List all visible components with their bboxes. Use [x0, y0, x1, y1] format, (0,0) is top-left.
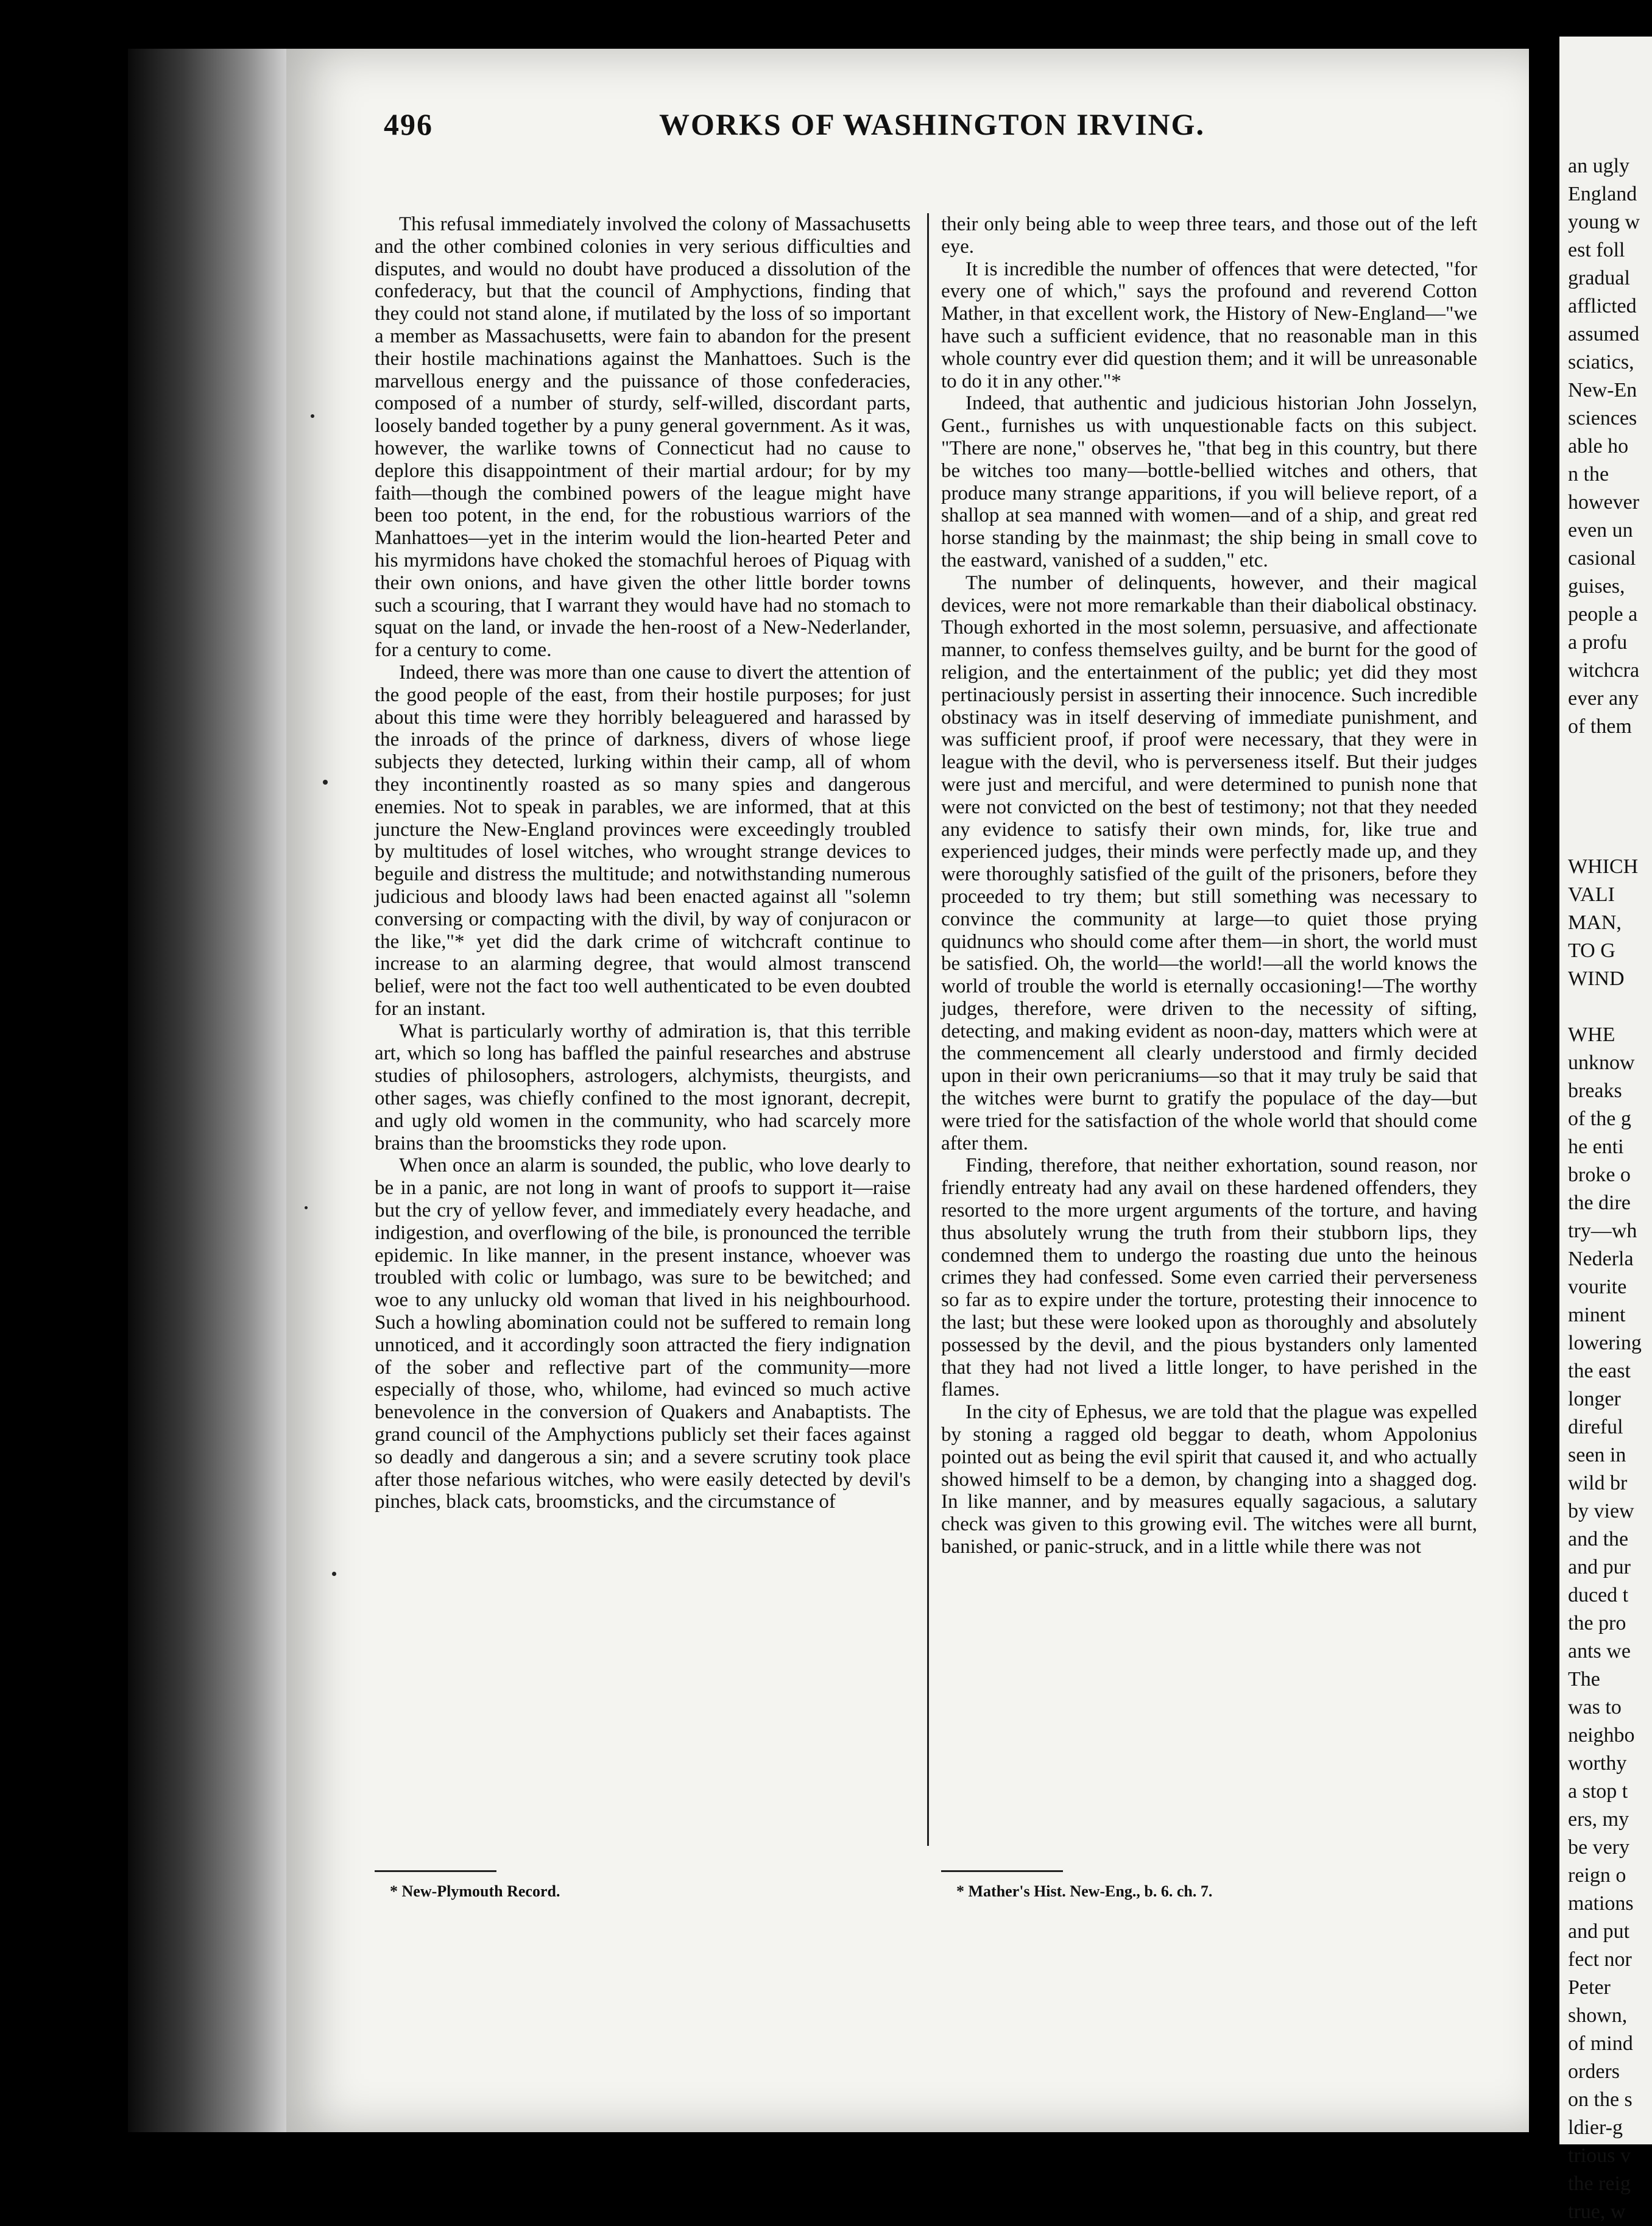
adjacent-page-line: on the s — [1568, 2088, 1633, 2111]
ink-speck — [332, 1572, 336, 1576]
footnote-rule-left — [375, 1870, 496, 1872]
adjacent-page-line: ever any — [1568, 687, 1639, 710]
adjacent-page-line: minent — [1568, 1304, 1626, 1326]
adjacent-page-line — [1559, 797, 1652, 825]
ink-speck — [323, 780, 328, 785]
running-title: WORKS OF WASHINGTON IRVING. — [659, 107, 1205, 141]
footnote-rule-right — [941, 1870, 1063, 1872]
adjacent-page-line: Nederla — [1568, 1248, 1634, 1270]
adjacent-page-line: casional — [1568, 547, 1636, 570]
adjacent-page-line: WHICH — [1568, 855, 1639, 878]
right-column — [941, 213, 1477, 1558]
adjacent-page-line: WHE — [1568, 1023, 1615, 1046]
adjacent-page-line: a stop t — [1568, 1780, 1628, 1803]
adjacent-page-line: was to — [1568, 1696, 1622, 1719]
paragraph: What is particularly worthy of admiration is, that this terrible art, which so long has baffled the painful researches and abstruse studies of philosophers, astrologers, alchymists, theurgists, and other sages, was chiefly confined to the most ignorant, decrepit, and ugly old women in the community, who had scarcely more brains than the broomsticks they rode upon. — [375, 1020, 911, 1154]
adjacent-page-line: TO G — [1568, 939, 1615, 962]
paragraph: This refusal immediately involved the colony of Massachusetts and the other combined colonies in very serious difficulties and disputes, and would no doubt have produced a dissolution of the confederacy, but that the council of Amphyctions, finding that they could not stand alone, if mutilated by the loss of so important a member as Massachusetts, were fain to abandon for the present their hostile machinations against the Manhattoes. Such is the marvellous energy and the puissance of those confederacies, composed of a number of sturdy, self-willed, discordant parts, loosely banded together by a puny general government. As it was, however, the warlike towns of Connecticut had no cause to deplore this disappointment of their martial ardour; for by my faith—though the combined powers of the league might have been too potent, in the end, for the robustious warriors of the Manhattoes—yet in the interim would the lion-hearted Peter and his myrmidons have choked the stomachful heroes of Piquag with their own onions, and have given the other little border towns such a scouring, that I warrant they would have had no stomach to squat on the land, or invade the hen-roost of a New-Nederlander, for a century to come. — [375, 213, 911, 662]
column-divider — [927, 213, 929, 1846]
adjacent-page-edge — [1559, 37, 1652, 2223]
adjacent-page-line: he enti — [1568, 1136, 1624, 1158]
page-number: 496 — [384, 107, 433, 141]
adjacent-page-line: afflicted — [1568, 295, 1637, 317]
paragraph: Indeed, there was more than one cause to divert the attention of the good people of the east, from their hostile purposes; for just about this time were they horribly beleaguered and harassed by the inroads of the prince of darkness, divers of whose liege subjects they detected, lurking within their camp, all of whom they incontinently roasted as so many spies and dangerous enemies. Not to speak in parables, we are informed, that at this juncture the New-England provinces were exceedingly troubled by multitudes of losel witches, who wrought strange devices to beguile and distress the multitude; and notwithstanding numerous judicious and bloody laws had been enacted against all "solemn conversing or compacting with the divil, by way of conjuracon or the like,"* yet did the dark crime of witchcraft continue to increase to an alarming degree, that would almost transcend belief, were not the fact too well authenticated to be even doubted for an instant. — [375, 661, 911, 1020]
adjacent-page-line: England — [1568, 183, 1637, 205]
ink-speck — [311, 414, 314, 418]
adjacent-page-line: true, w — [1568, 2200, 1626, 2223]
adjacent-page-line: able ho — [1568, 435, 1629, 458]
adjacent-page-line: and put — [1568, 1920, 1630, 1943]
ink-speck — [305, 1206, 308, 1209]
adjacent-page-line: the pro — [1568, 1612, 1626, 1634]
adjacent-page-line: ldier-g — [1568, 2116, 1623, 2139]
footnote-right: * Mather's Hist. New-Eng., b. 6. ch. 7. — [956, 1882, 1213, 1900]
adjacent-page-line: witchcra — [1568, 659, 1640, 682]
adjacent-page-line: gradual — [1568, 267, 1630, 289]
adjacent-page-line: of the g — [1568, 1108, 1631, 1130]
adjacent-page-line: seen in — [1568, 1444, 1626, 1466]
adjacent-page-line: est foll — [1568, 239, 1625, 261]
adjacent-page-line: shown, — [1568, 2004, 1628, 2027]
adjacent-page-line: duced t — [1568, 1584, 1629, 1606]
adjacent-page-line: try—wh — [1568, 1220, 1637, 1242]
adjacent-page-line: be very — [1568, 1836, 1630, 1859]
adjacent-page-line: WIND — [1568, 967, 1625, 990]
adjacent-page-line: neighbo — [1568, 1724, 1635, 1747]
adjacent-page-line: wild br — [1568, 1472, 1628, 1494]
adjacent-page-line: broke o — [1568, 1164, 1631, 1186]
adjacent-page-line: trious v — [1568, 2144, 1631, 2167]
adjacent-page-line: breaks — [1568, 1079, 1622, 1102]
adjacent-page-line: The — [1568, 1668, 1600, 1691]
adjacent-page-line — [1559, 769, 1652, 797]
paragraph: When once an alarm is sounded, the public, who love dearly to be in a panic, are not long in want of proofs to support it—raise but the cry of yellow fever, and immediately every headache, and indigestion, and overflowing of the bile, is pronounced the terrible epidemic. In like manner, in the present instance, whoever was troubled with colic or lumbago, was sure to be bewitched; and woe to any unlucky old woman that lived in his neighbourhood. Such a howling abomination could not be suffered to remain long unnoticed, and it accordingly soon attracted the fiery indignation of the sober and reflective part of the community—more especially of those, who, whilome, had evinced so much active benevolence in the conversion of Quakers and Anabaptists. The grand council of the Amphyctions publicly set their faces against so deadly and dangerous a sin; and a severe scrutiny took place after those nefarious witches, who were easily detected by devil's pinches, black cats, broomsticks, and the circumstance of — [375, 1154, 911, 1513]
adjacent-page-line: sciences — [1568, 407, 1637, 429]
adjacent-page-line: a profu — [1568, 631, 1628, 654]
adjacent-page-line — [1559, 993, 1652, 1021]
paragraph: The number of delinquents, however, and their magical devices, were not more remarkable than their diabolical obstinacy. Though exhorted in the most solemn, persuasive, and affectionate manner, to confess themselves guilty, and be burnt for the good of religion, and the entertainment of the public; yet did they most pertinaciously persist in asserting their innocence. Such incredible obstinacy was in itself deserving of immediate punishment, and was sufficient proof, if proof were necessary, that they were in league with the devil, who is perverseness itself. But their judges were just and merciful, and were determined to punish none that were not convicted on the best of testimony; not that they needed any evidence to satisfy their own minds, for, like true and experienced judges, their minds were perfectly made up, and they were thoroughly satisfied of the guilt of the prisoners, before they proceeded to try them; but still something was necessary to convince the community at large—to quiet those prying quidnuncs who should come after them—in short, the world must be satisfied. Oh, the world—the world!—all the world knows the world of trouble the world is eternally occasioning!—The worthy judges, therefore, were driven to the necessity of sifting, detecting, and making evident as noon-day, matters which were at the commencement all clearly understood and firmly decided upon in their own pericraniums—so that it may truly be said that the witches were burnt to gratify the populace of the day—but were tried for the satisfaction of the whole world that should come after them. — [941, 571, 1477, 1154]
book-page — [286, 49, 1529, 2132]
adjacent-page-line: ers, my — [1568, 1808, 1629, 1831]
adjacent-page-line: and the — [1568, 1528, 1629, 1550]
adjacent-page-line — [1559, 825, 1652, 853]
adjacent-page-line: however — [1568, 491, 1640, 514]
adjacent-page-line: and pur — [1568, 1556, 1631, 1578]
footnote-left: * New-Plymouth Record. — [390, 1882, 560, 1900]
adjacent-page-line: even un — [1568, 519, 1633, 542]
adjacent-page-line: Peter — [1568, 1976, 1611, 1999]
adjacent-page-text — [1559, 37, 1652, 2226]
adjacent-page-line: unknow — [1568, 1051, 1635, 1074]
adjacent-page-line: of mind — [1568, 2032, 1633, 2055]
adjacent-page-line: longer — [1568, 1388, 1621, 1410]
adjacent-page-line — [1559, 741, 1652, 769]
adjacent-page-line: young w — [1568, 211, 1640, 233]
adjacent-page-line: fect nor — [1568, 1948, 1632, 1971]
paragraph: It is incredible the number of offences that were detected, "for every one of which," says the profound and reverend Cotton Mather, in that excellent work, the History of New-England—"we have such a sufficient evidence, that no reasonable man in this whole country ever did question them; and it will be unreasonable to do it in any other."* — [941, 258, 1477, 392]
adjacent-page-line: MAN, — [1568, 911, 1622, 934]
adjacent-page-line: worthy — [1568, 1752, 1627, 1775]
paragraph: Indeed, that authentic and judicious historian John Josselyn, Gent., furnishes us with unquestionable facts on this subject. "There are none," observes he, "that beg in this country, but there be witches too many—bottle-bellied witches and others, that produce many strange apparitions, if you will believe report, of a shallop at sea manned with women—and of a ship, and great red horse standing by the mainmast; the ship being in small cove to the eastward, vanished of a sudden," etc. — [941, 392, 1477, 571]
adjacent-page-line: sciatics, — [1568, 351, 1634, 373]
adjacent-page-line: n the — [1568, 463, 1609, 486]
paragraph-continued: their only being able to weep three tears, and those out of the left eye. — [941, 213, 1477, 258]
adjacent-page-line: lowering — [1568, 1332, 1642, 1354]
adjacent-page-line: New-En — [1568, 379, 1637, 401]
adjacent-page-line: an ugly — [1568, 155, 1630, 177]
paragraph: In the city of Ephesus, we are told that the plague was expelled by stoning a ragged old beggar to death, whom Appolonius pointed out as being the evil spirit that caused it, and who actually showed himself to be a demon, by changing into a shagged dog. In like manner, and by measures equally sagacious, a salutary check was given to this growing evil. The witches were all burnt, banished, or panic-struck, and in a little while there was not — [941, 1401, 1477, 1558]
adjacent-page-line: people a — [1568, 603, 1638, 626]
paragraph: Finding, therefore, that neither exhortation, sound reason, nor friendly entreaty had any avail on these hardened offenders, they resorted to the more urgent arguments of the torture, and having thus absolutely wrung the truth from their stubborn lips, they condemned them to undergo the roasting due unto the heinous crimes they had confessed. Some even carried their perverseness so far as to expire under the torture, protesting their innocence to the last; but these were looked upon as thoroughly and absolutely possessed by the devil, and the pious bystanders only lamented that they had not lived a little longer, to have perished in the flames. — [941, 1154, 1477, 1401]
adjacent-page-line: orders — [1568, 2060, 1620, 2083]
page-header — [384, 107, 1480, 155]
left-column — [375, 213, 911, 1513]
adjacent-page-line: direful — [1568, 1416, 1623, 1438]
adjacent-page-line: reign o — [1568, 1864, 1626, 1887]
adjacent-page-line: of them — [1568, 715, 1632, 738]
adjacent-page-line: vourite — [1568, 1276, 1627, 1298]
adjacent-page-line: mations — [1568, 1892, 1634, 1915]
adjacent-page-line: the dire — [1568, 1192, 1631, 1214]
book-binding-gutter — [128, 49, 286, 2132]
adjacent-page-line: guises, — [1568, 575, 1625, 598]
adjacent-page-line: the reig — [1568, 2172, 1631, 2195]
adjacent-page-line: the east — [1568, 1360, 1631, 1382]
adjacent-page-line: assumed — [1568, 323, 1640, 345]
adjacent-page-line: ants we — [1568, 1640, 1631, 1662]
adjacent-page-line: VALI — [1568, 883, 1615, 906]
adjacent-page-line: by view — [1568, 1500, 1634, 1522]
